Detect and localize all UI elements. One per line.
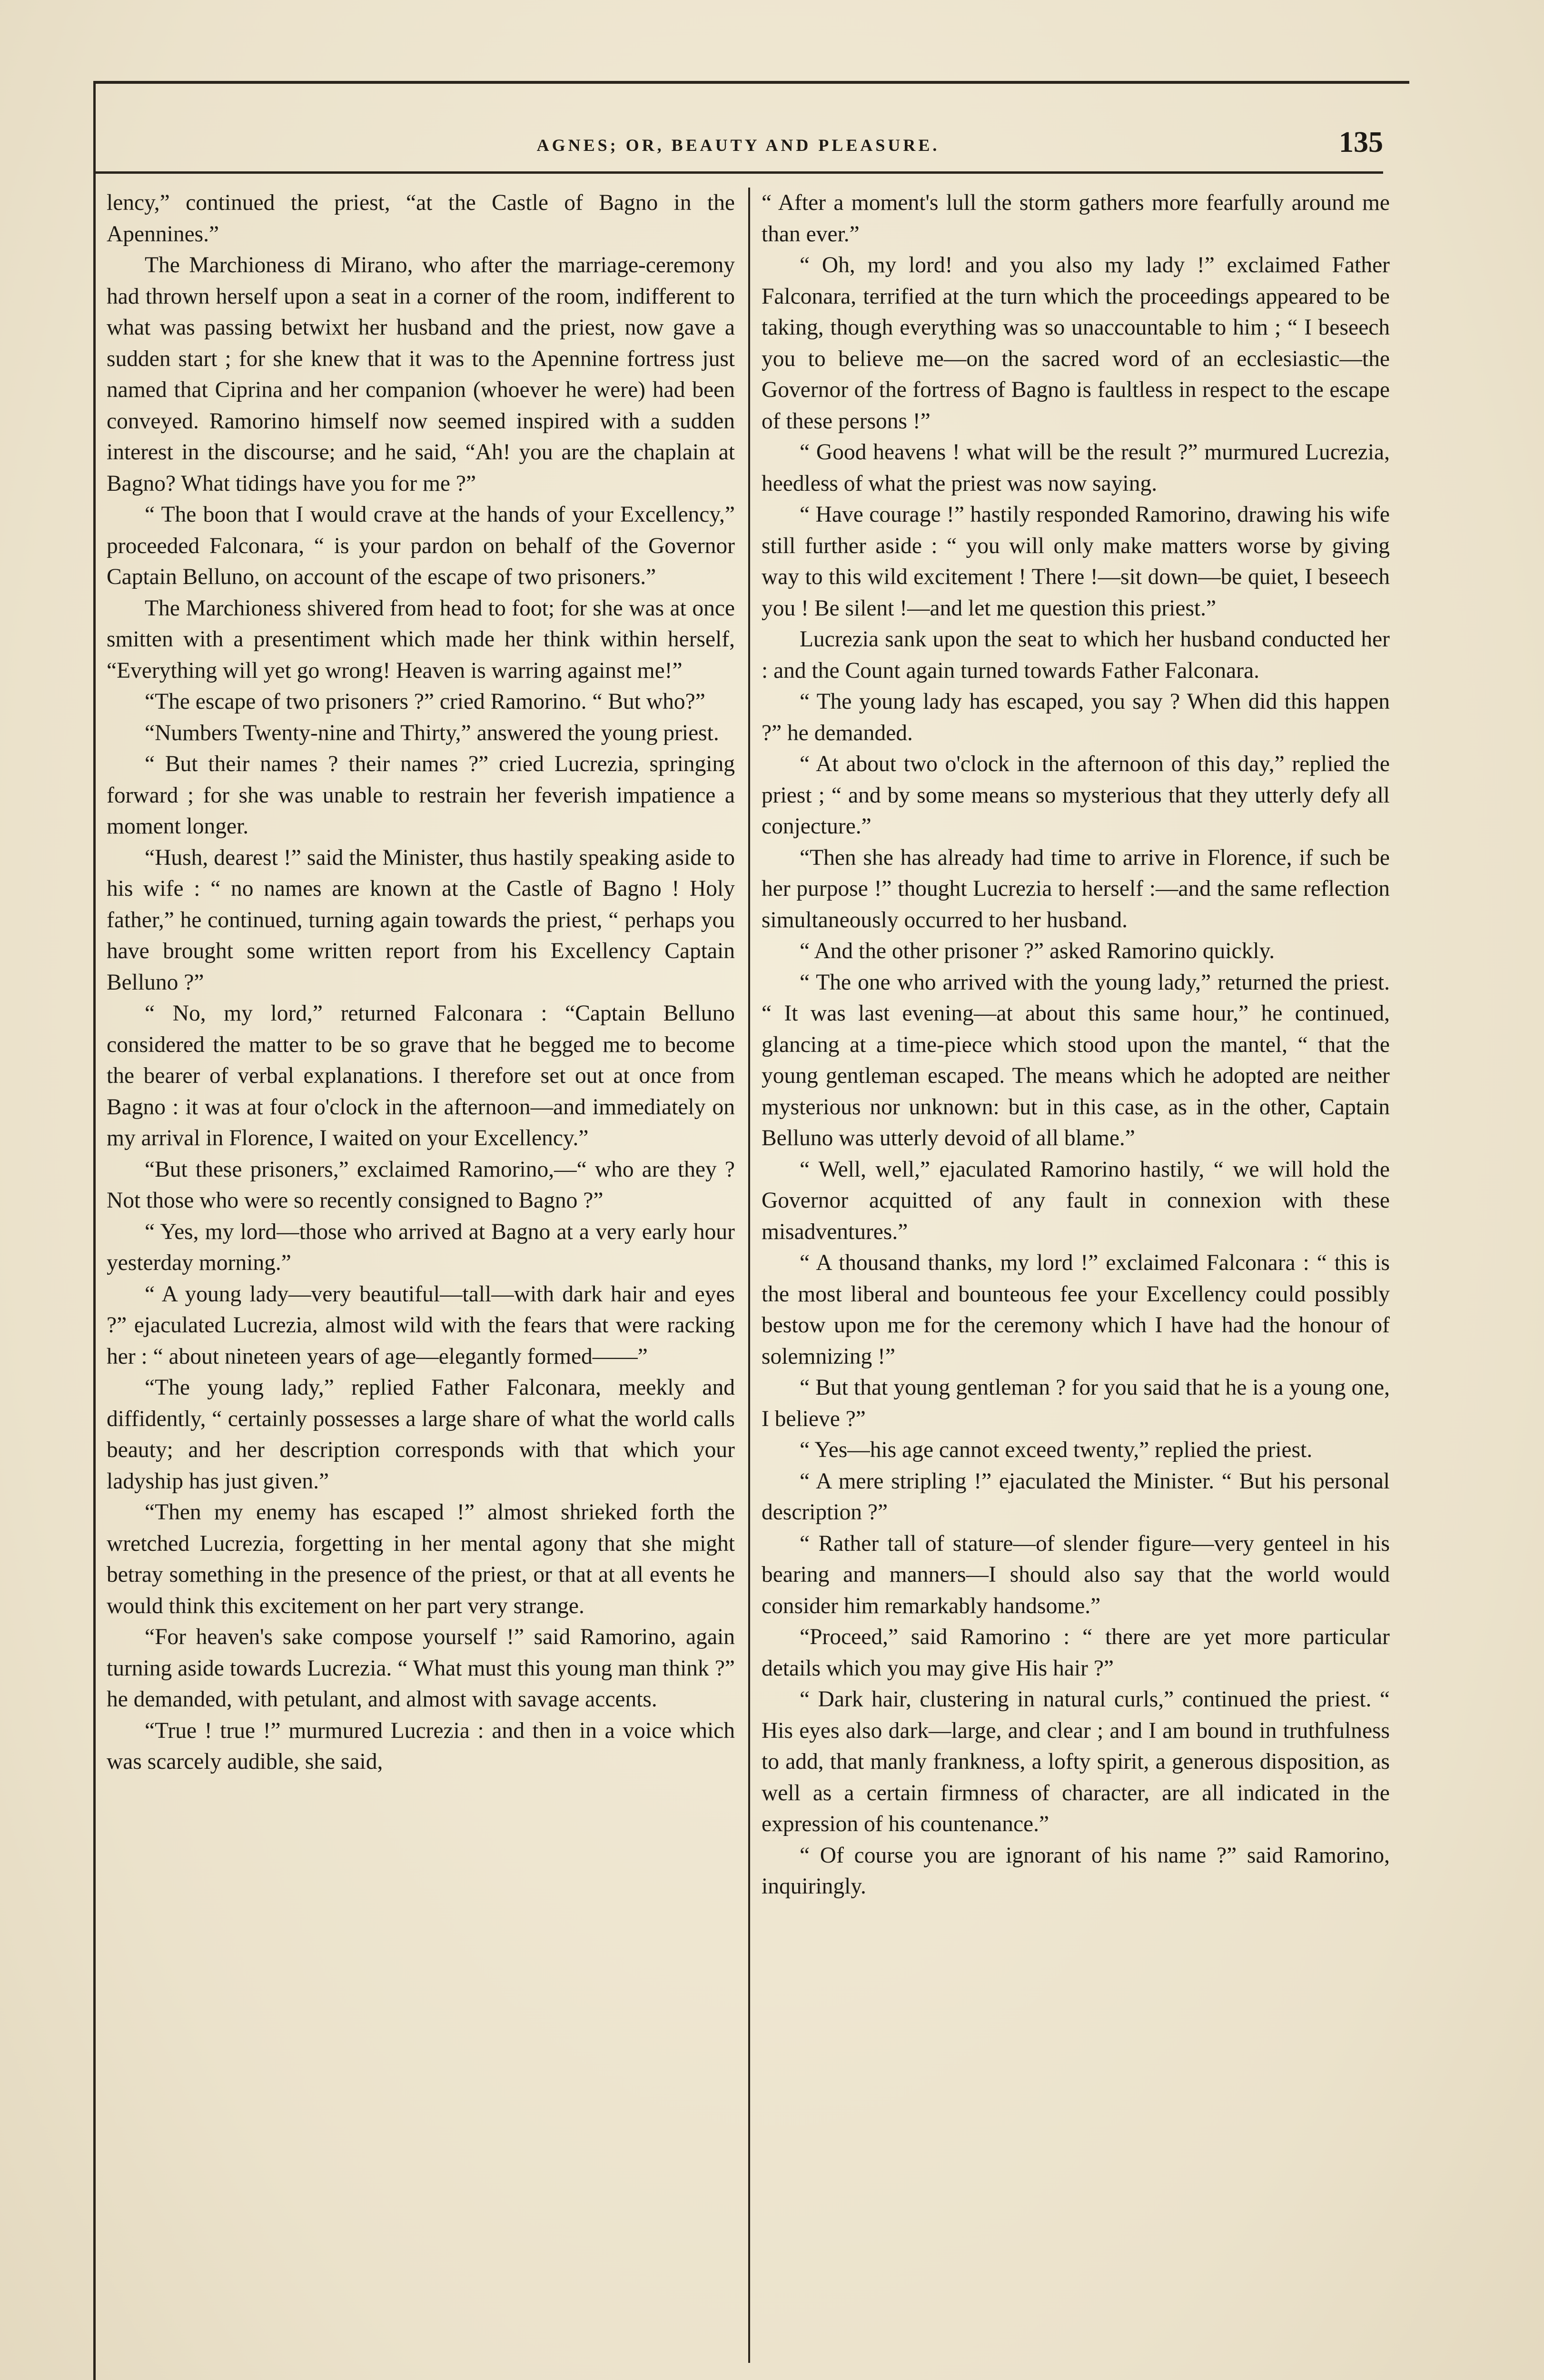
column-divider xyxy=(748,188,750,2363)
paragraph: “ After a moment's lull the storm gathers more fearfully around me than ever.” xyxy=(762,190,1390,247)
paragraph: “Proceed,” said Ramorino : “ there are yet more particular details which you may give His hair ?” xyxy=(762,1625,1390,1681)
paragraph: Lucrezia sank upon the seat to which her husband conducted her : and the Count again turned towards Father Falconara. xyxy=(762,627,1390,683)
right-column xyxy=(762,188,1390,1903)
paragraph: “ Rather tall of stature—of slender figure—very genteel in his bearing and manners—I should also say that the world would consider him remarkably handsome.” xyxy=(762,1531,1390,1618)
paragraph: “For heaven's sake compose yourself !” said Ramorino, again turning aside towards Lucrezia. “ What must this young man think ?” he demanded, with petulant, and almost with savage accents. xyxy=(107,1625,735,1712)
page-number: 135 xyxy=(1339,126,1383,159)
paragraph: “Then my enemy has escaped !” almost shrieked forth the wretched Lucrezia, forgetting in her mental agony that she might betray something in the presence of the priest, or that at all events he would think this excitement on her part very strange. xyxy=(107,1500,735,1618)
paragraph: The Marchioness di Mirano, who after the marriage-ceremony had thrown herself upon a seat in a corner of the room, indifferent to what was passing betwixt her husband and the priest, now gave a sudden start ; for she knew that it was to the Apennine fortress just named that Ciprina and her companion (whoever he were) had been conveyed. Ramorino himself now seemed inspired with a sudden interest in the discourse; and he said, “Ah! you are the chaplain at Bagno? What tidings have you for me ?” xyxy=(107,253,735,496)
paragraph: “Hush, dearest !” said the Minister, thus hastily speaking aside to his wife : “ no names are known at the Castle of Bagno ! Holy father,” he continued, turning again towards the priest, “ perhaps you have brought some written report from his Excellency Captain Belluno ?” xyxy=(107,845,735,995)
paragraph: lency,” continued the priest, “at the Castle of Bagno in the Apennines.” xyxy=(107,190,735,247)
paragraph: The Marchioness shivered from head to foot; for she was at once smitten with a presentiment which made her think within herself, “Everything will yet go wrong! Heaven is warring against me!” xyxy=(107,595,735,683)
paragraph: “ Yes—his age cannot exceed twenty,” replied the priest. xyxy=(800,1438,1313,1462)
paragraph: “ A mere stripling !” ejaculated the Minister. “ But his personal description ?” xyxy=(762,1468,1390,1525)
paragraph: “ But their names ? their names ?” cried Lucrezia, springing forward ; for she was unable to restrain her feverish impatience a moment longer. xyxy=(107,752,735,839)
paragraph: “ The boon that I would crave at the hands of your Excellency,” proceeded Falconara, “ is your pardon on behalf of the Governor Captain Belluno, on account of the escape of two prisoners.” xyxy=(107,502,735,589)
paragraph: “ And the other prisoner ?” asked Ramorino quickly. xyxy=(800,939,1275,963)
paragraph: “ Have courage !” hastily responded Ramorino, drawing his wife still further aside : “ you will only make matters worse by giving way to this wild excitement ! There !—sit down—be quiet, I beseech you ! Be silent !—and let me question this priest.” xyxy=(762,502,1390,621)
running-head xyxy=(93,126,1383,174)
paragraph: “True ! true !” murmured Lucrezia : and then in a voice which was scarcely audible, she said, xyxy=(107,1718,735,1774)
paragraph: “Then she has already had time to arrive in Florence, if such be her purpose !” thought Lucrezia to herself :—and the same reflection simultaneously occurred to her husband. xyxy=(762,845,1390,932)
paragraph: “ The young lady has escaped, you say ? When did this happen ?” he demanded. xyxy=(762,689,1390,745)
paragraph: “ But that young gentleman ? for you said that he is a young one, I believe ?” xyxy=(762,1375,1390,1431)
paragraph: “ Of course you are ignorant of his name ?” said Ramorino, inquiringly. xyxy=(762,1843,1390,1899)
running-title: AGNES; OR, BEAUTY AND PLEASURE. xyxy=(536,136,940,155)
paragraph: “Numbers Twenty-nine and Thirty,” answered the young priest. xyxy=(145,720,719,745)
paragraph: “ A thousand thanks, my lord !” exclaimed Falconara : “ this is the most liberal and bounteous fee your Excellency could possibly bestow upon me for the ceremony which I have had the honour of solemnizing !” xyxy=(762,1250,1390,1369)
paragraph: “The young lady,” replied Father Falconara, meekly and diffidently, “ certainly possesses a large share of what the world calls beauty; and her description corresponds with that which your ladyship has just given.” xyxy=(107,1375,735,1494)
paragraph: “ Yes, my lord—those who arrived at Bagno at a very early hour yesterday morning.” xyxy=(107,1219,735,1275)
paragraph: “ At about two o'clock in the afternoon of this day,” replied the priest ; “ and by some means so mysterious that they utterly defy all conjecture.” xyxy=(762,752,1390,839)
paragraph: “But these prisoners,” exclaimed Ramorino,—“ who are they ? Not those who were so recently consigned to Bagno ?” xyxy=(107,1157,735,1213)
paragraph: “ A young lady—very beautiful—tall—with dark hair and eyes ?” ejaculated Lucrezia, almost wild with the fears that were racking her : “ about nineteen years of age—elegantly formed——” xyxy=(107,1281,735,1369)
paragraph: “ Good heavens ! what will be the result ?” murmured Lucrezia, heedless of what the priest was now saying. xyxy=(762,440,1390,496)
paragraph: “ Oh, my lord! and you also my lady !” exclaimed Father Falconara, terrified at the turn which the proceedings appeared to be taking, though everything was so unaccountable to him ; “ I beseech you to believe me—on the sacred word of an ecclesiastic—the Governor of the fortress of Bagno is faultless in respect to the escape of these persons !” xyxy=(762,253,1390,434)
paragraph: “The escape of two prisoners ?” cried Ramorino. “ But who?” xyxy=(145,689,705,714)
paragraph: “ Well, well,” ejaculated Ramorino hastily, “ we will hold the Governor acquitted of any fault in connexion with these misadventures.” xyxy=(762,1157,1390,1244)
paragraph: “ Dark hair, clustering in natural curls,” continued the priest. “ His eyes also dark—large, and clear ; and I am bound in truthfulness to add, that manly frankness, a lofty spirit, a generous disposition, as well as a certain firmness of character, are all indicated in the expression of his countenance.” xyxy=(762,1687,1390,1836)
paragraph: “ No, my lord,” returned Falconara : “Captain Belluno considered the matter to be so grave that he begged me to become the bearer of verbal explanations. I therefore set out at once from Bagno : it was at four o'clock in the afternoon—and immediately on my arrival in Florence, I waited on your Excellency.” xyxy=(107,1001,735,1150)
paragraph: “ The one who arrived with the young lady,” returned the priest. “ It was last evening—at about this same hour,” he continued, glancing at a time-piece which stood upon the mantel, “ that the young gentleman escaped. The means which he adopted are neither mysterious nor unknown: but in this case, as in the other, Captain Belluno was utterly devoid of all blame.” xyxy=(762,970,1390,1150)
left-column xyxy=(107,188,735,1778)
